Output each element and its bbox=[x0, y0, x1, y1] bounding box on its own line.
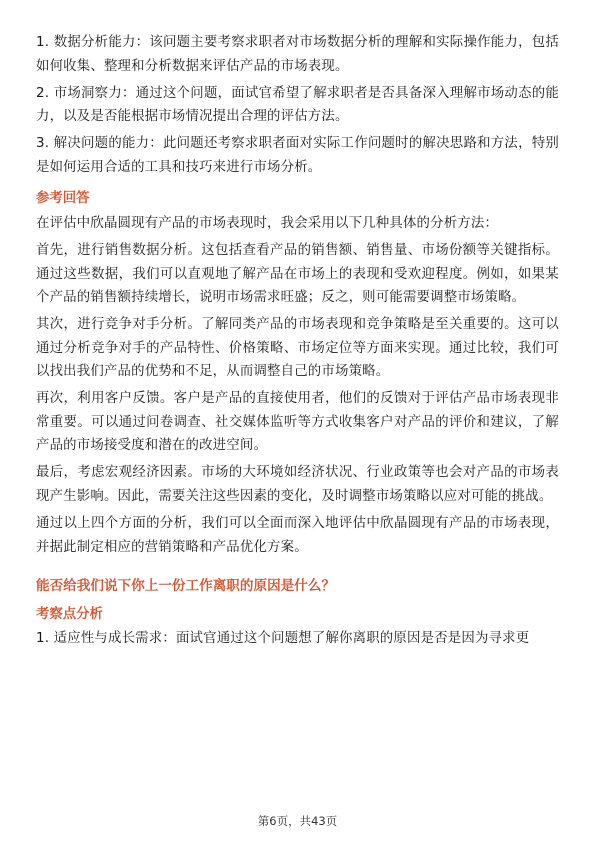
answer-sales-analysis: 首先，进行销售数据分析。这包括查看产品的销售额、销售量、市场份额等关键指标。通过这些数据，我们可以直观地了解产品在市场上的表现和受欢迎程度。例如，如果某个产品的销售额持续增长，说明市场需求旺盛；反之，则可能需要调整市场策略。 bbox=[36, 242, 559, 306]
analysis-heading: 考察点分析 bbox=[36, 606, 103, 622]
answer-macro-factors: 最后，考虑宏观经济因素。市场的大环境如经济状况、行业政策等也会对产品的市场表现产生影响。因此，需要关注这些因素的变化，及时调整市场策略以应对可能的挑战。 bbox=[36, 465, 559, 505]
answer-customer-feedback: 再次，利用客户反馈。客户是产品的直接使用者，他们的反馈对于评估产品市场表现非常重要。可以通过问卷调查、社交媒体监听等方式收集客户对产品的评价和建议，了解产品的市场接受度和潜在的改进空间。 bbox=[36, 391, 559, 454]
answer-conclusion: 通过以上四个方面的分析，我们可以全面而深入地评估中欣晶圆现有产品的市场表现，并据此制定相应的营销策略和产品优化方案。 bbox=[36, 516, 559, 555]
answer-competitor-analysis: 其次，进行竞争对手分析。了解同类产品的市场表现和竞争策略是至关重要的。这可以通过分析竞争对手的产品特性、价格策略、市场定位等方面来实现。通过比较，我们可以找出我们产品的优势和不足，从而调整自己的市场策略。 bbox=[36, 317, 559, 380]
reference-answer-heading: 参考回答 bbox=[36, 191, 90, 207]
assessment-point-3: 3. 解决问题的能力：此问题还考察求职者面对实际工作问题时的解决思路和方法，特别是如何运用合适的工具和技巧来进行市场分析。 bbox=[36, 136, 559, 175]
page-footer: 第6页，共43页 bbox=[257, 814, 338, 828]
answer-intro: 在评估中欣晶圆现有产品的市场表现时，我会采用以下几种具体的分析方法： bbox=[36, 215, 499, 231]
assessment-point-1: 1. 数据分析能力：该问题主要考察求职者对市场数据分析的理解和实际操作能力，包括如何收集、整理和分析数据来评估产品的市场表现。 bbox=[36, 35, 559, 74]
analysis-point-1: 1. 适应性与成长需求：面试官通过这个问题想了解你离职的原因是否是因为寻求更 bbox=[36, 631, 530, 647]
page-content bbox=[36, 31, 559, 654]
assessment-point-2: 2. 市场洞察力：通过这个问题，面试官希望了解求职者是否具备深入理解市场动态的能力，以及是否能根据市场情况提出合理的评估方法。 bbox=[36, 85, 559, 125]
question-heading: 能否给我们说下你上一份工作离职的原因是什么？ bbox=[36, 578, 336, 595]
